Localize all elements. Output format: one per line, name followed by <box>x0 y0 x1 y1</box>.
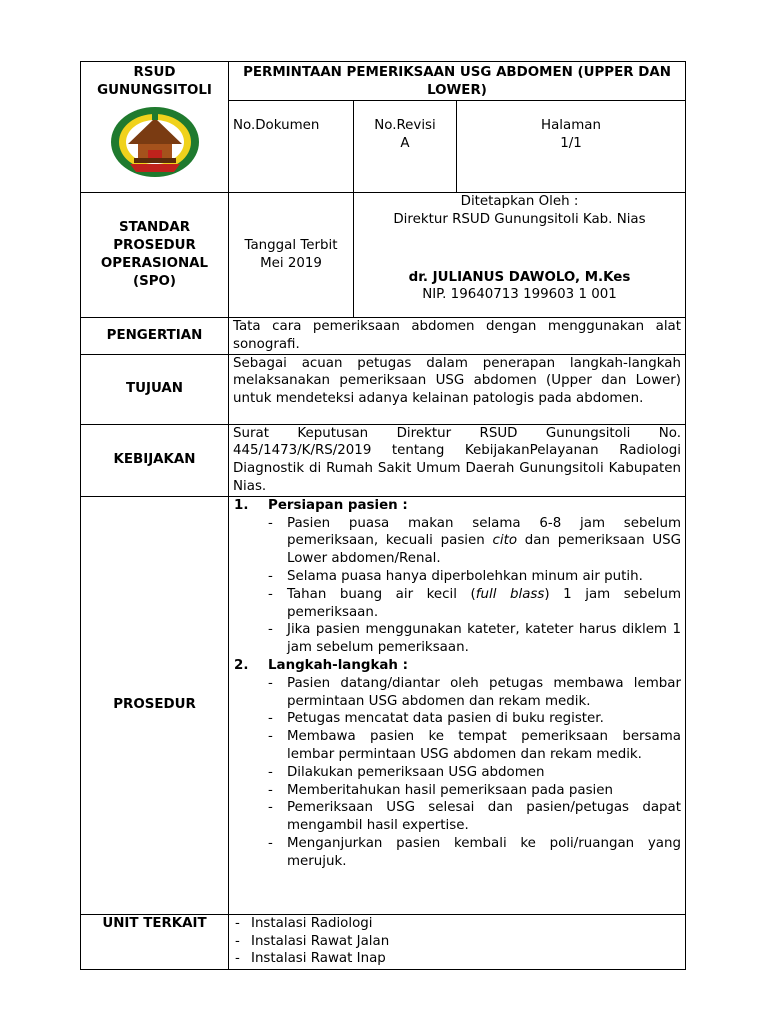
unit-terkait-label: UNIT TERKAIT <box>81 914 229 969</box>
pengertian-text: Tata cara pemeriksaan abdomen dengan menggunakan alat sonografi. <box>229 318 686 355</box>
approval-authority: Direktur RSUD Gunungsitoli Kab. Nias <box>393 211 646 227</box>
tujuan-label: TUJUAN <box>81 354 229 424</box>
issue-date-label: Tanggal Terbit <box>244 238 338 254</box>
pengertian-label: PENGERTIAN <box>81 318 229 355</box>
issue-date-cell <box>229 193 354 318</box>
list-item: - Instalasi Radiologi <box>233 915 681 933</box>
list-item: - Instalasi Rawat Jalan <box>233 933 681 951</box>
signatory-name: dr. JULIANUS DAWOLO, M.Kes <box>408 269 631 285</box>
step-title: Langkah-langkah : <box>268 657 408 673</box>
revision-cell <box>354 101 457 193</box>
institution-name: RSUD GUNUNGSITOLI <box>97 65 212 98</box>
revision-value: A <box>400 135 410 151</box>
page-label: Halaman <box>541 118 601 133</box>
issue-date-value: Mei 2019 <box>260 256 322 271</box>
prosedur-content <box>229 496 686 914</box>
list-item: - Dilakukan pemeriksaan USG abdomen <box>265 764 681 782</box>
page-value: 1/1 <box>560 135 582 151</box>
kebijakan-text: Surat Keputusan Direktur RSUD Gunungsitoli No. 445/1473/K/RS/2019 tentang KebijakanPelayanan Radiologi Diagnostik di Rumah Sakit Umum Daerah Gunungsitoli Kabupaten Nias. <box>229 424 686 496</box>
list-item: - Membawa pasien ke tempat pemeriksaan bersama lembar permintaan USG abdomen dan rekam medik. <box>265 728 681 764</box>
page-cell <box>457 101 686 193</box>
spo-document-table <box>80 61 686 970</box>
list-item: - Pasien datang/diantar oleh petugas membawa lembar permintaan USG abdomen dan rekam medik. <box>265 675 681 711</box>
signatory-nip: NIP. 19640713 199603 1 001 <box>422 287 617 303</box>
doc-number-cell <box>229 101 354 193</box>
kebijakan-label: KEBIJAKAN <box>81 424 229 496</box>
approval-cell <box>354 193 686 318</box>
rsud-logo-icon <box>108 104 202 180</box>
list-item: - Jika pasien menggunakan kateter, kateter harus diklem 1 jam sebelum pemeriksaan. <box>265 621 681 657</box>
step-title: Persiapan pasien : <box>268 497 408 513</box>
prosedur-label: PROSEDUR <box>81 496 229 914</box>
institution-cell <box>81 62 229 193</box>
list-item: - Pemeriksaan USG selesai dan pasien/petugas dapat mengambil hasil expertise. <box>265 799 681 835</box>
approval-set-by: Ditetapkan Oleh : <box>460 194 579 209</box>
list-item: - Memberitahukan hasil pemeriksaan pada pasien <box>265 782 681 800</box>
doc-number-label: No.Dokumen <box>233 118 320 133</box>
list-item: - Instalasi Rawat Inap <box>233 950 681 968</box>
revision-label: No.Revisi <box>374 118 436 133</box>
list-item: - Selama puasa hanya diperbolehkan minum air putih. <box>265 568 681 586</box>
list-item: - Menganjurkan pasien kembali ke poli/ruangan yang merujuk. <box>265 835 681 871</box>
step-preparation <box>233 497 681 657</box>
step-number: 2. <box>234 657 249 673</box>
unit-terkait-content <box>229 914 686 969</box>
document-title: PERMINTAAN PEMERIKSAAN USG ABDOMEN (UPPER DAN LOWER) <box>229 62 686 101</box>
list-item: - Pasien puasa makan selama 6-8 jam sebelum pemeriksaan, kecuali pasien cito dan pemeriksaan USG Lower abdomen/Renal. <box>265 515 681 568</box>
list-item: - Tahan buang air kecil (full blass) 1 jam sebelum pemeriksaan. <box>265 586 681 622</box>
spo-label: STANDAR PROSEDUR OPERASIONAL (SPO) <box>81 193 229 318</box>
step-steps <box>233 657 681 871</box>
step-number: 1. <box>234 497 249 513</box>
list-item: - Petugas mencatat data pasien di buku register. <box>265 710 681 728</box>
tujuan-text: Sebagai acuan petugas dalam penerapan langkah-langkah melaksanakan pemeriksaan USG abdomen (Upper dan Lower) untuk mendeteksi adanya kelainan patologis pada abdomen. <box>229 354 686 424</box>
